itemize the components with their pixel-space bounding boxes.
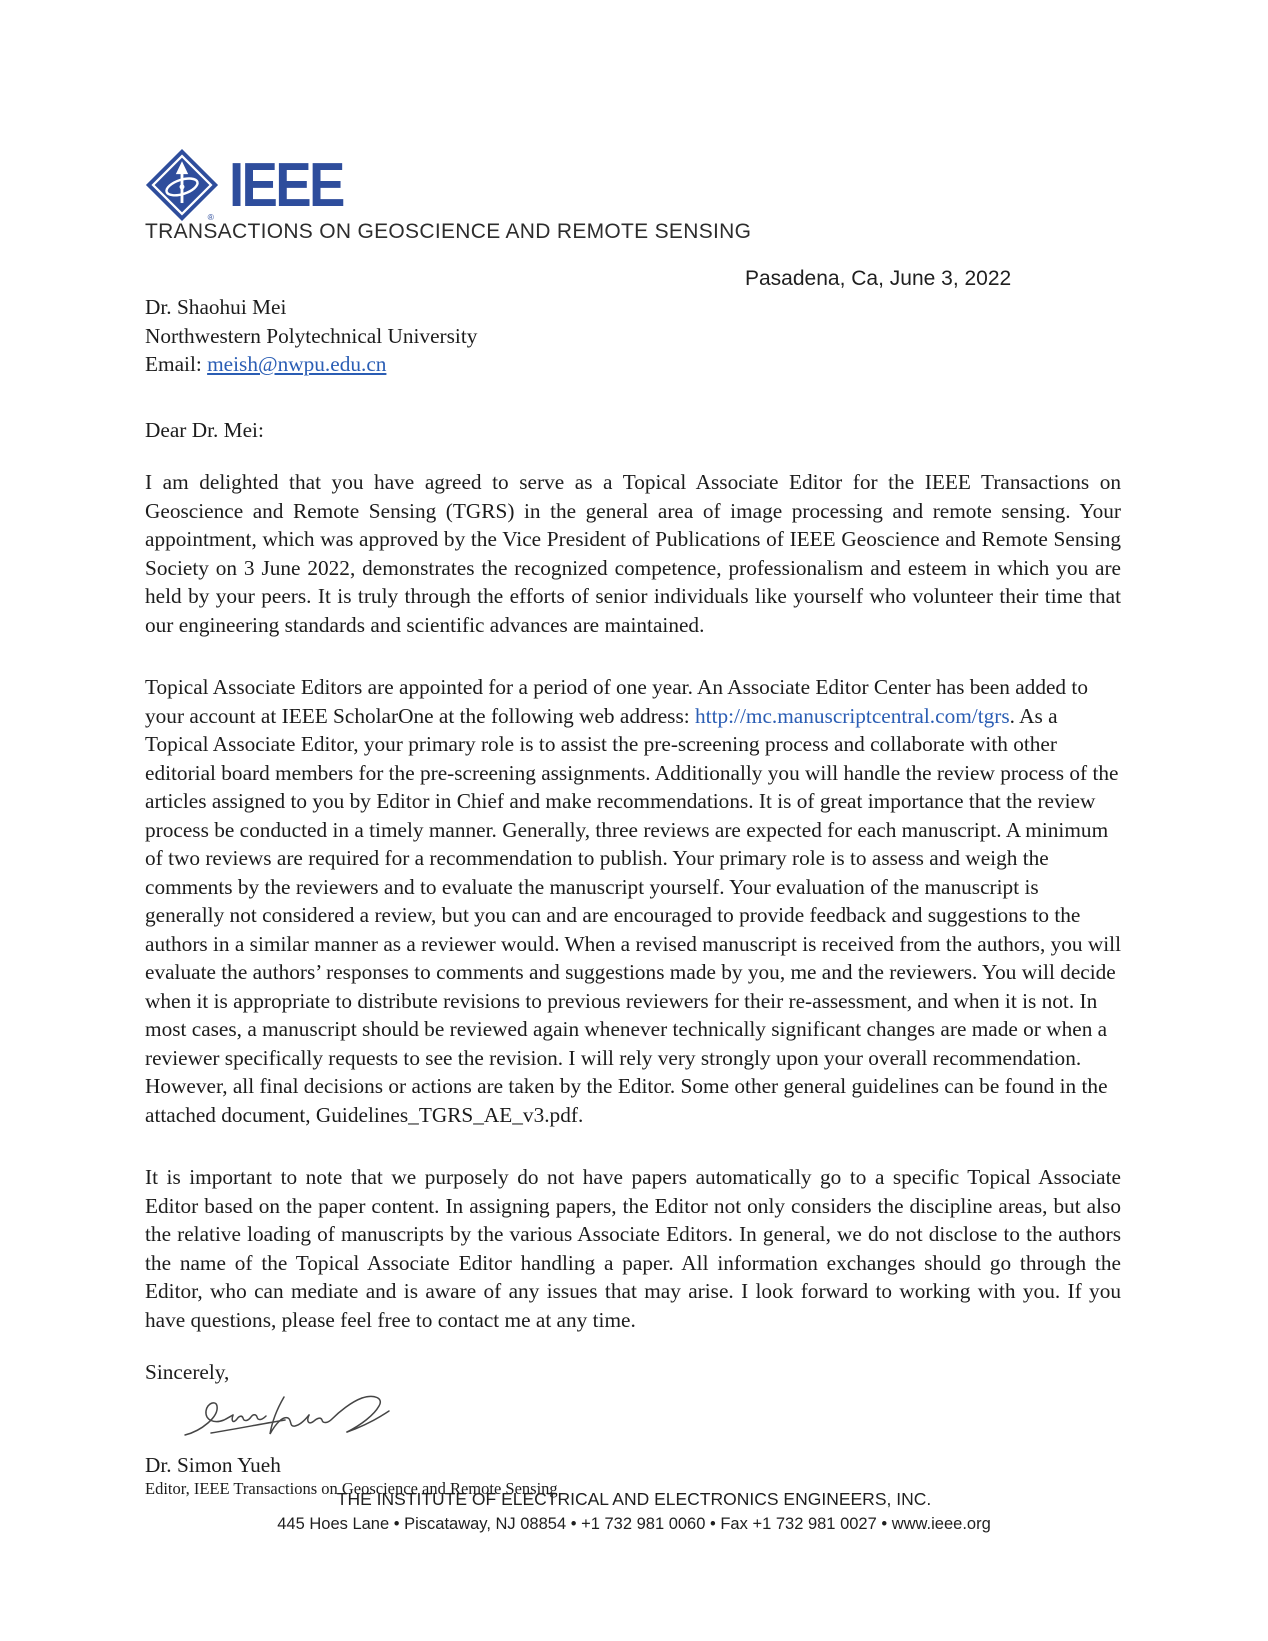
signer-title: Editor, IEEE Transactions on Geoscience and Remote Sensing bbox=[145, 1479, 558, 1498]
manuscriptcentral-link[interactable]: http://mc.manuscriptcentral.com/tgrs bbox=[695, 703, 1010, 728]
ieee-logo bbox=[145, 148, 358, 222]
registered-mark: ® bbox=[207, 212, 214, 222]
signer-name: Dr. Simon Yueh bbox=[145, 1452, 281, 1477]
paragraph-role bbox=[145, 673, 1121, 1129]
recipient-name: Dr. Shaohui Mei bbox=[145, 295, 287, 319]
closing: Sincerely, bbox=[145, 1360, 230, 1384]
paragraph-role-text-after: . As a Topical Associate Editor, your primary role is to assist the pre-screening process and collaborate with other editorial board members for the pre-screening assignments. Additionally you will handle the review process of the articles assigned to you by Editor in Chief and make recommendations. It is of great importance that the review process be conducted in a timely manner. Generally, three reviews are expected for each manuscript. A minimum of two reviews are required for a recommendation to publish. Your primary role is to assess and weigh the comments by the reviewers and to evaluate the manuscript yourself. Your evaluation of the manuscript is generally not considered a review, but you can and are encouraged to provide feedback and suggestions to the authors in a similar manner as a reviewer would. When a revised manuscript is received from the authors, you will evaluate the authors’ responses to comments and suggestions made by you, me and the reviewers. You will decide when it is appropriate to distribute revisions to previous reviewers for their re-assessment, and when it is not. In most cases, a manuscript should be reviewed again whenever technically significant changes are made or when a reviewer specifically requests to see the revision. I will rely very strongly upon your overall recommendation. However, all final decisions or actions are taken by the Editor. Some other general guidelines can be found in the attached document, Guidelines_TGRS_AE_v3.pdf. bbox=[145, 703, 1122, 1127]
paragraph-role-text-before: Topical Associate Editors are appointed for a period of one year. An Associate Editor Center has been added to your account at IEEE ScholarOne at the following web address: bbox=[145, 675, 1088, 728]
ieee-wordmark: IEEE bbox=[229, 151, 343, 220]
salutation: Dear Dr. Mei: bbox=[145, 417, 264, 442]
dateline: Pasadena, Ca, June 3, 2022 bbox=[745, 267, 1012, 290]
letter-body bbox=[145, 293, 1121, 1499]
footer-institute-line: THE INSTITUTE OF ELECTRICAL AND ELECTRONICS ENGINEERS, INC. bbox=[336, 1489, 932, 1509]
footer-address-line: 445 Hoes Lane • Piscataway, NJ 08854 • +1 732 981 0060 • Fax +1 732 981 0027 • www.ieee.org bbox=[277, 1515, 991, 1533]
handwritten-signature bbox=[181, 1391, 431, 1445]
recipient-affiliation: Northwestern Polytechnical University bbox=[145, 323, 478, 348]
paragraph-appointment: I am delighted that you have agreed to serve as a Topical Associate Editor for the IEEE Transactions on Geoscience and Remote Sensing (TGRS) in the general area of image processing and remote sensing. Your appointment, which was approved by the Vice President of Publications of IEEE Geoscience and Remote Sensing Society on 3 June 2022, demonstrates the recognized competence, professionalism and esteem in which you are held by your peers. It is truly through the efforts of senior individuals like yourself who volunteer their time that our engineering standards and scientific advances are maintained. bbox=[145, 470, 1121, 637]
recipient-email-line bbox=[145, 350, 1121, 379]
page-footer bbox=[0, 1489, 1268, 1534]
recipient-email-link[interactable]: meish@nwpu.edu.cn bbox=[207, 352, 387, 376]
email-label: Email: bbox=[145, 352, 208, 376]
ieee-diamond-kite-icon bbox=[145, 148, 219, 222]
paragraph-assignment-policy: It is important to note that we purposely do not have papers automatically go to a specific Topical Associate Editor based on the paper content. In assigning papers, the Editor not only considers the discipline areas, but also the relative loading of manuscripts by the various Associate Editors. In general, we do not disclose to the authors the name of the Topical Associate Editor handling a paper. All information exchanges should go through the Editor, who can mediate and is aware of any issues that may arise. I look forward to working with you. If you have questions, please feel free to contact me at any time. bbox=[145, 1165, 1121, 1332]
recipient-block bbox=[145, 293, 1121, 379]
journal-title: TRANSACTIONS ON GEOSCIENCE AND REMOTE SENSING bbox=[145, 220, 752, 243]
